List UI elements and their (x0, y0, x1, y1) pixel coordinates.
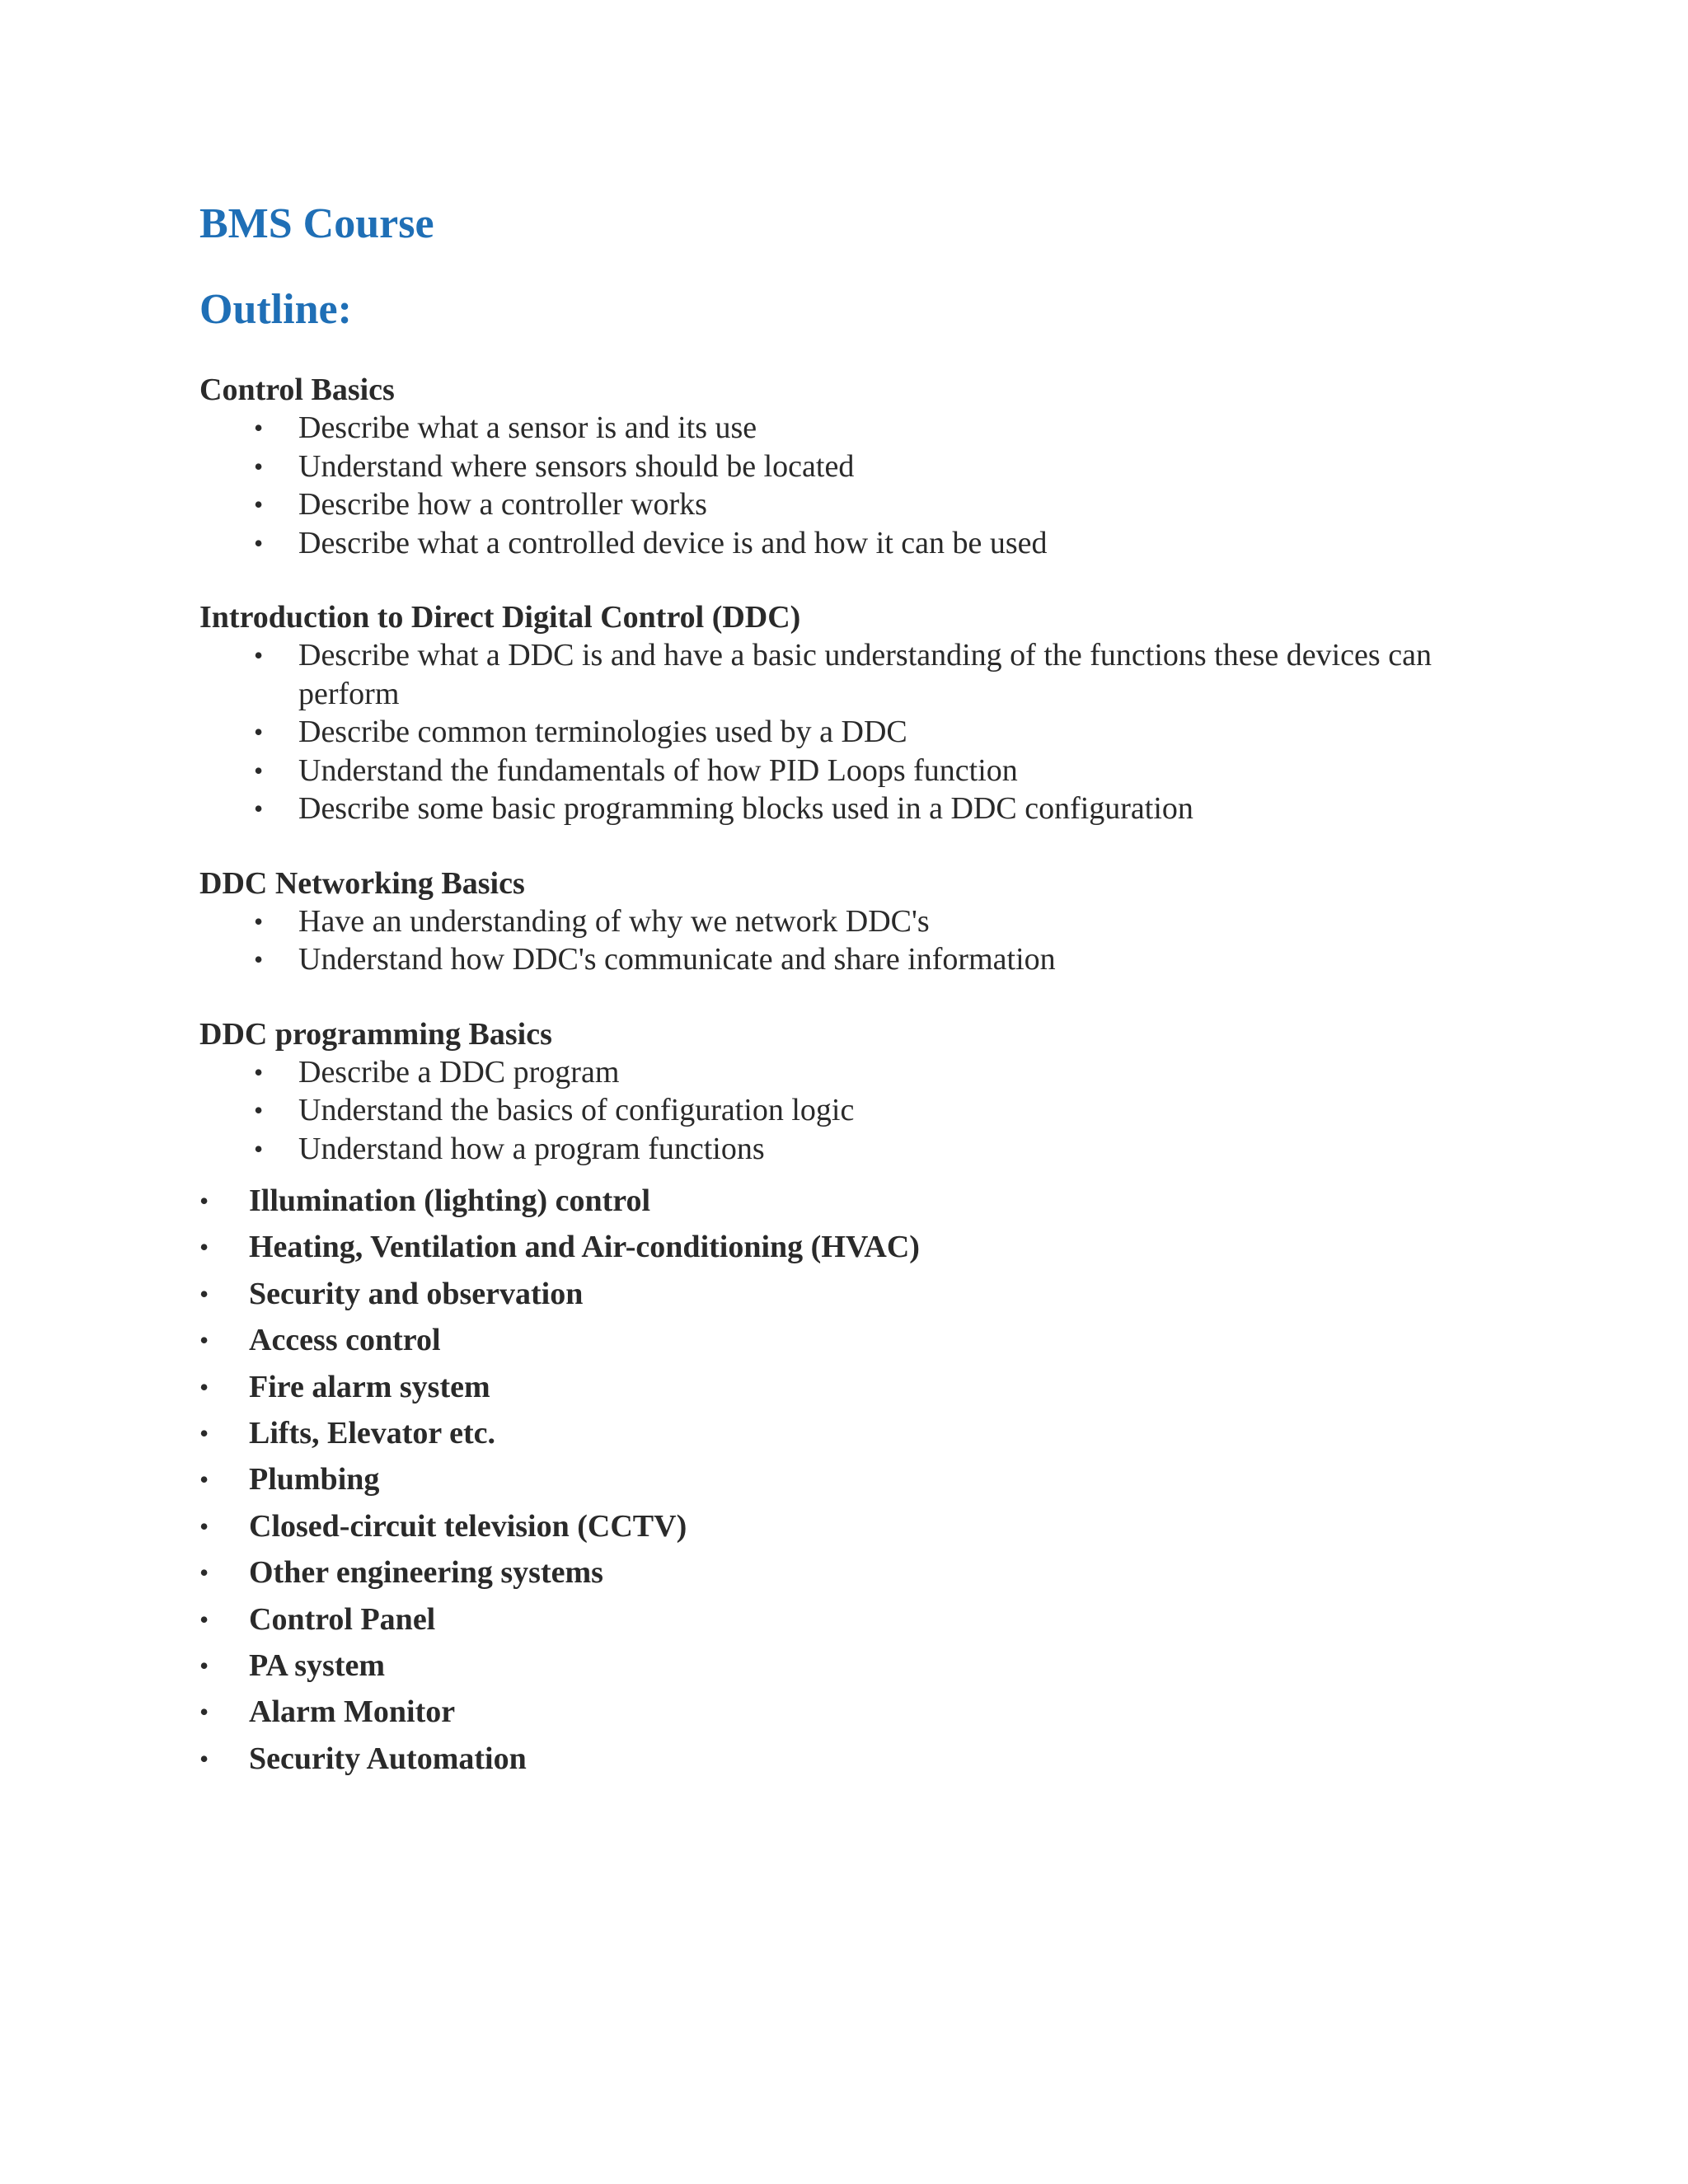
document-content (199, 194, 1518, 1782)
section-ddc-programming (199, 1015, 1518, 1169)
list-item: • Understand how a program functions (199, 1130, 1518, 1169)
bullet-icon: • (199, 1186, 209, 1216)
list-item: • Heating, Ventilation and Air-conditioning (HVAC) (199, 1224, 1518, 1270)
list-item: • Understand the fundamentals of how PID Loops function (199, 752, 1518, 790)
document-title: BMS Course (199, 200, 434, 247)
section-heading: Control Basics (199, 373, 395, 407)
list-item: • Closed-circuit television (CCTV) (199, 1503, 1518, 1549)
bullet-icon: • (254, 755, 264, 785)
section-list (199, 409, 1518, 562)
bullet-icon: • (254, 794, 264, 823)
section-list (199, 902, 1518, 979)
bullet-icon: • (199, 1651, 209, 1681)
list-item: • Lifts, Elevator etc. (199, 1410, 1518, 1456)
bullet-icon: • (199, 1371, 209, 1402)
bullet-icon: • (254, 1133, 264, 1164)
list-item: • Security Automation (199, 1736, 1518, 1782)
section-heading: Introduction to Direct Digital Control (DDC) (199, 600, 801, 635)
section-intro-ddc (199, 598, 1518, 828)
bullet-icon: • (199, 1511, 209, 1541)
list-item: • Illumination (lighting) control (199, 1178, 1518, 1224)
bullet-icon: • (254, 717, 264, 747)
bullet-icon: • (254, 527, 264, 558)
bullet-icon: • (199, 1465, 209, 1495)
bullet-icon: • (199, 1697, 209, 1727)
bullet-icon: • (199, 1278, 209, 1309)
list-item: • Describe common terminologies used by a DDC (199, 713, 1518, 752)
list-item: • Understand where sensors should be located (199, 448, 1518, 486)
list-item: • Control Panel (199, 1596, 1518, 1643)
bullet-icon: • (254, 413, 264, 443)
list-item: • Security and observation (199, 1271, 1518, 1317)
section-heading: DDC Networking Basics (199, 865, 525, 901)
bullet-icon: • (199, 1558, 209, 1588)
bullet-icon: • (254, 944, 264, 974)
bullet-icon: • (254, 906, 264, 936)
list-item: • Describe what a sensor is and its use (199, 409, 1518, 448)
list-item: • Understand how DDC's communicate and share information (199, 940, 1518, 979)
bullet-icon: • (254, 640, 264, 670)
list-item: • Describe what a controlled device is and how it can be used (199, 524, 1518, 563)
bullet-icon: • (199, 1743, 209, 1774)
list-item: • Describe what a DDC is and have a basic understanding of the functions these devices can perform (254, 638, 1432, 711)
list-item: • PA system (199, 1643, 1518, 1689)
bullet-icon: • (254, 1057, 264, 1087)
bullet-icon: • (199, 1232, 209, 1263)
bullet-icon: • (254, 451, 264, 481)
systems-list (199, 1178, 1518, 1782)
list-item: • Have an understanding of why we network DDC's (199, 902, 1518, 941)
list-item: • Describe some basic programming blocks used in a DDC configuration (199, 790, 1518, 828)
list-item: • Plumbing (199, 1456, 1518, 1502)
bullet-icon: • (199, 1418, 209, 1449)
bullet-icon: • (254, 1095, 264, 1125)
outline-heading: Outline: (199, 286, 352, 333)
section-list (199, 1053, 1518, 1169)
list-item: • Understand the basics of configuration logic (199, 1091, 1518, 1130)
section-ddc-networking (199, 865, 1518, 979)
list-item: • Fire alarm system (199, 1364, 1518, 1410)
list-item: • Describe a DDC program (199, 1053, 1518, 1092)
bullet-icon: • (254, 490, 264, 519)
list-item: • Describe how a controller works (199, 485, 1518, 524)
list-item: • Other engineering systems (199, 1549, 1518, 1596)
bullet-icon: • (199, 1604, 209, 1634)
section-control-basics (199, 371, 1518, 562)
list-item: • Alarm Monitor (199, 1689, 1518, 1735)
section-list (199, 636, 1518, 828)
list-item: • Access control (199, 1317, 1518, 1363)
bullet-icon: • (199, 1325, 209, 1356)
section-heading: DDC programming Basics (199, 1016, 552, 1052)
